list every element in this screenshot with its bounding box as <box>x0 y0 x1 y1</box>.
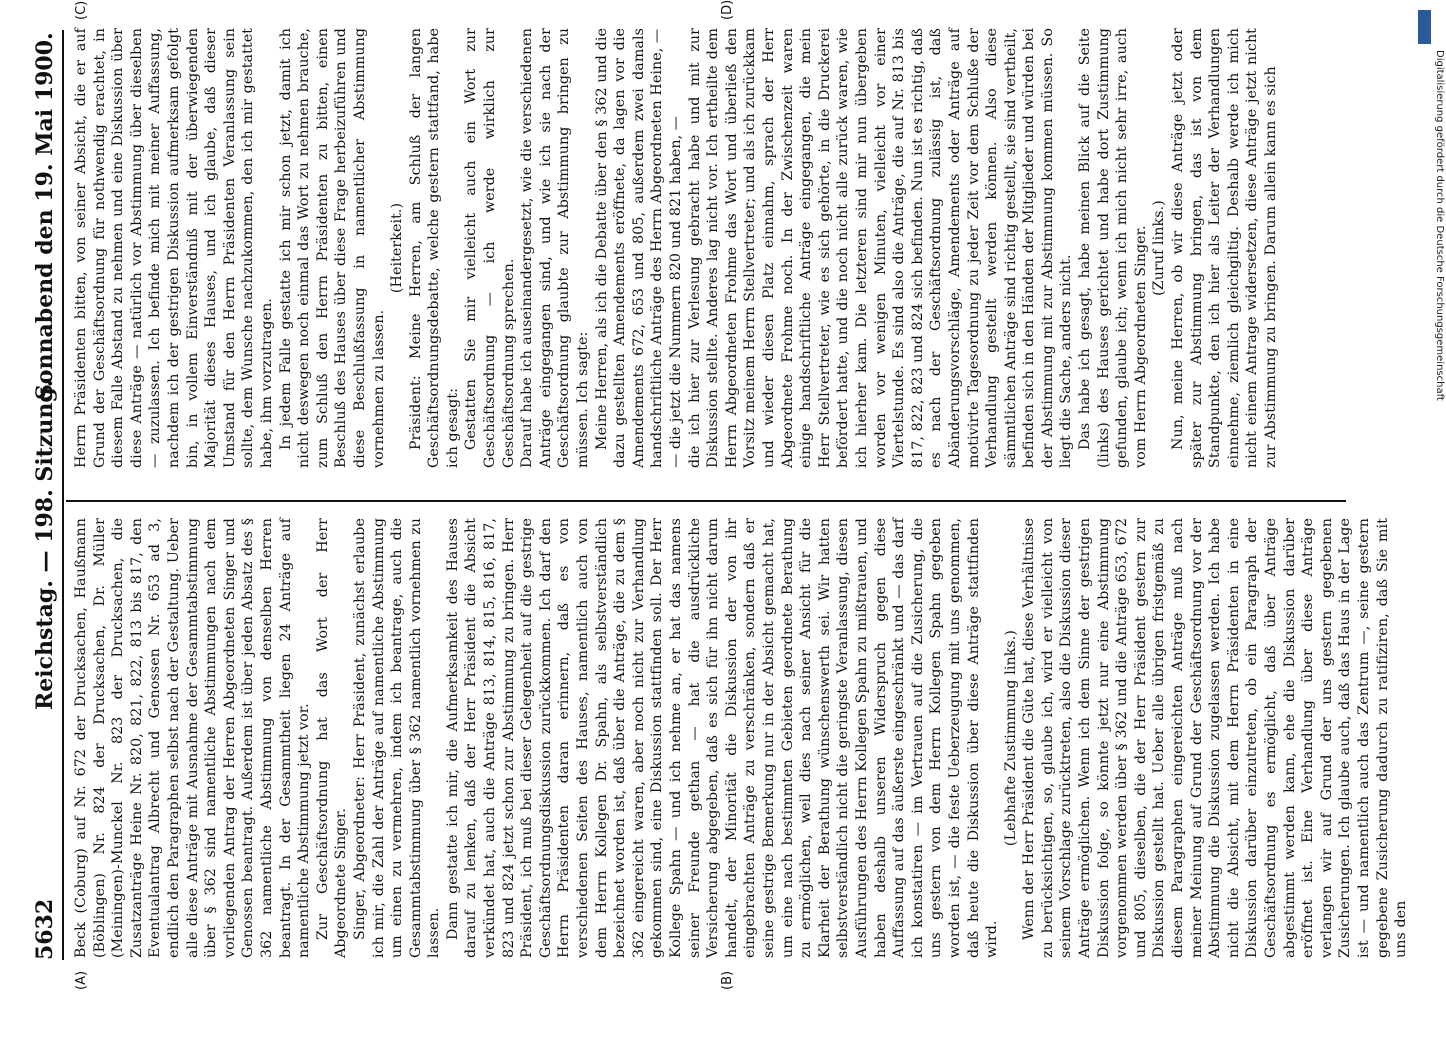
paragraph: Das habe ich gesagt, habe meinen Blick auf die Seite (links) des Hauses gerichtet und habe dort Zustimmung gefunden, glaube ich; wenn ich mich nicht sehr irre, auch vom Herrn Abgeordneten Singer. <box>1077 28 1149 468</box>
quoted-paragraph: — die jetzt die Nummern 820 und 821 haben, — <box>668 115 684 468</box>
paragraph: Dann gestatte ich mir, die Aufmerksamkeit des Hauses darauf zu lenken, daß der Herr Präsident die Absicht verkündet hat, auch die Anträge 813, 814, 815, 816, 817, 823 und 824 jetzt schon zur Abstimmung zu bringen. Herr Präsident, ich muß bei dieser Gelegenheit auf die gestrige Geschäftsordnungsdiskussion zurückkommen. Ich darf den Herrn Präsidenten daran erinnern, daß es von verschiedenen Seiten des Hauses, namentlich auch von dem Herrn Kollegen Dr. Spahn, als selbstverständlich bezeichnet worden ist, daß über die Anträge, die zu dem § 362 eingereicht waren, aber noch nicht zur Verhandlung gekommen sind, eine Diskussion stattfinden soll. Der Herr Kollege Spahn — und ich nehme an, er hat das namens seiner Freunde gethan — hat die ausdrückliche Versicherung abgegeben, daß es sich für ihn nicht darum handelt, der Minorität die Diskussion der von ihr eingebrachten Anträge zu verschränken, sondern daß er seine gestrige Bemerkung nur in der Absicht gemacht hat, um eine nach bestimmten Gebieten geordnete Berathung zu ermöglichen, weil dies nach seiner Ansicht für die Klarheit der Berathung wünschenswerth sei. Wir hatten selbstverständlich nicht die geringste Veranlassung, diesen Ausführungen des Herrn Kollegen Spahn zu mißtrauen, und haben deshalb unseren Widerspruch gegen diese Auffassung auf das äußerste eingeschränkt und — das darf ich konstatiren — im Vertrauen auf die Zusicherung, die uns gestern von dem Herrn Kollegen Spahn gegeben worden ist, — die feste Ueberzeugung mit uns genommen, daß heute die Diskussion über diese Anträge stattfinden wird. <box>444 518 1001 958</box>
quoted-paragraph: Gestatten Sie mir vielleicht auch ein Wort zur Geschäftsordnung — ich werde wirklich zur Geschäftsordnung sprechen. <box>463 28 517 468</box>
dfg-logo-icon <box>1418 10 1431 44</box>
paragraph: Singer, Abgeordneter: Herr Präsident, zunächst erlaube ich mir, die Zahl der Anträge auf namentliche Abstimmung um einen zu vermehren, indem ich beantrage, auch die Gesammtabstimmung über § 362 namentlich vornehmen zu lassen. <box>351 518 443 958</box>
paragraph: Herrn Präsidenten bitten, von seiner Absicht, die er auf Grund der Geschäftsordnung für nothwendig erachtet, in diesem Falle Abstand zu nehmen und eine Diskussion über diese Anträge — natürlich vor Abstimmung über dieselben — zuzulassen. Ich befinde mich mit meiner Auffassung, nachdem ich der gestrigen Diskussion aufmerksam gefolgt bin, in vollem Einverständniß mit der überwiegenden Majorität dieses Hauses, und ich glaube, daß dieser Umstand für den Herrn Präsidenten Veranlassung sein sollte, dem Wunsche nachzukommen, den ich mir gestattet habe, ihm vorzutragen. <box>73 28 275 468</box>
interjection: (Lebhafte Zustimmung links.) <box>1002 629 1019 847</box>
quoted-paragraph: Meine Herren, als ich die Debatte über den § 362 und die dazu gestellten Amendements eröffnete, da lagen vor die Amendements 672, 653 und 805, außerdem zwei damals handschriftliche Anträge des Herrn Abgeordneten Heine, — <box>593 28 666 468</box>
interjection: (Zuruf links.) <box>1151 200 1168 296</box>
paragraph: Beck (Coburg) auf Nr. 672 der Drucksachen, Haußmann (Böblingen) Nr. 824 der Drucksachen, Dr. Müller (Meiningen)-Munckel Nr. 823 der Drucksachen, die Zusatzanträge Heine Nr. 820, 821, 822, 813 bis 817, den Eventualantrag Albrecht und Genossen Nr. 653 ad 3, endlich den Paragraphen selbst nach der Gestaltung. Ueber alle diese Anträge mit Ausnahme der Gesammtabstimmung über § 362 sind namentliche Abstimmungen nach dem vorliegenden Antrag der Herren Abgeordneten Singer und Genossen beantragt. Außerdem ist über jeden Absatz des § 362 namentliche Abstimmung von denselben Herren beantragt. In der Gesammtheit liegen 24 Anträge auf namentliche Abstimmung jetzt vor. <box>73 518 313 958</box>
margin-marker-c: (C) <box>74 0 89 20</box>
quoted-paragraph: die ich hier zur Verlesung gebracht habe und mit zur Diskussion stellte. Anderes lag nicht vor. Ich ertheilte dem Herrn Abgeordneten Frohme das Wort und überließ den Vorsitz meinem Herrn Stellvertreter; und als ich zurückkam und wieder diesen Platz einnahm, sprach der Herr Abgeordnete Frohme noch. In der Zwischenzeit waren einige handschriftliche Anträge eingegangen, die mein Herr Stellvertreter, wie es sich gehörte, in die Druckerei befördert hatte, und die noch nicht alle zurück waren, wie ich hierher kam. Die letzteren sind mir nun übergeben worden vor wenigen Minuten, vielleicht vor einer Viertelstunde. Es sind also die Anträge, die auf Nr. 813 bis 817, 822, 823 und 824 sich befinden. Nun ist es richtig, daß es nach der Geschäftsordnung zulässig ist, daß Abänderungsvorschläge, Amendements oder Anträge auf motivirte Tagesordnung zu jeder Zeit vor dem Schluße der Verhandlung gestellt werden können. Also diese sämmtlichen Anträge sind richtig gestellt, sie sind vertheilt, befinden sich in den Händen der Mitglieder und würden bei der Abstimmung mit zur Abstimmung kommen müssen. So liegt die Sache, anders nicht. <box>686 28 1075 468</box>
digitization-credit <box>1418 6 1445 996</box>
margin-marker-b: (B) <box>720 970 735 990</box>
page-number: 5632 <box>32 898 58 960</box>
margin-marker-a: (A) <box>74 970 89 990</box>
paragraph: Zur Geschäftsordnung hat das Wort der Herr Abgeordnete Singer. <box>314 518 350 958</box>
paragraph: Wenn der Herr Präsident die Güte hat, diese Verhältnisse zu berücksichtigen, so, glaube ich, wird er vielleicht von seinem Vorschlage zurücktreten, also die Diskussion dieser Anträge ermöglichen. Wenn ich dem Sinne der gestrigen Diskussion folge, so könnte jetzt nur eine Abstimmung vorgenommen werden über § 362 und die Anträge 653, 672 und 805, dieselben, die der Herr Präsident gestern zur Diskussion gestellt hat. Ueber alle übrigen fristgemäß zu diesem Paragraphen eingereichten Anträge muß nach meiner Meinung auf Grund der Geschäftsordnung vor der Abstimmung die Diskussion zugelassen werden. Ich habe nicht die Absicht, mit dem Herrn Präsidenten in eine Diskussion darüber einzutreten, ob ein Paragraph der Geschäftsordnung es ermöglicht, daß über Anträge abgestimmt werden kann, ehe die Diskussion darüber eröffnet ist. Eine Verhandlung über diese Anträge verlangen wir auf Grund der uns gestern gegebenen Zusicherungen. Ich glaube auch, daß das Haus in der Lage ist — und namentlich auch das Zentrum —, seine gestern gegebene Zusicherung dadurch zu ratifiziren, daß Sie mit uns den <box>1021 518 1410 958</box>
right-column <box>72 28 1281 468</box>
interjection: (Heiterkeit.) <box>389 202 406 294</box>
paragraph: Darauf habe ich auseinandergesetzt, wie die verschiedenen Anträge eingegangen sind, und wie ich sie nach der Geschäftsordnung glaubte zur Abstimmung bringen zu müssen. Ich sagte: <box>519 28 592 468</box>
page-header <box>28 30 64 960</box>
session-title: Reichstag. — 198. Sitzung. <box>32 379 58 710</box>
column-divider <box>66 500 1346 502</box>
margin-marker-d: (D) <box>720 0 735 20</box>
left-column <box>72 518 1411 958</box>
session-date: Sonnabend den 19. Mai 1900. <box>32 32 58 400</box>
paragraph: In jedem Falle gestatte ich mir schon jetzt, damit ich nicht deswegen noch einmal das Wort zu nehmen brauche, zum Schluß den Herrn Präsidenten zu bitten, einen Beschluß des Hauses über diese Frage herbeizuführen und diese Beschlußfassung in namentlicher Abstimmung vornehmen zu lassen. <box>277 28 387 468</box>
paragraph: Präsident: Meine Herren, am Schluß der langen Geschäftsordnungsdebatte, welche gestern stattfand, habe ich gesagt: <box>407 28 461 468</box>
paragraph: Nun, meine Herren, ob wir diese Anträge jetzt oder später zur Abstimmung bringen, das ist von dem Standpunkte, den ich hier als Leiter der Verhandlungen einnehme, ziemlich gleichgiltig. Deshalb werde ich mich nicht einem Antrage widersetzen, diese Anträge jetzt nicht zur Abstimmung zu bringen. Darum allein kann es sich <box>1170 28 1279 468</box>
credit-text: Digitalisierung gefördert durch die Deutsche Forschungsgemeinschaft <box>1434 50 1445 401</box>
